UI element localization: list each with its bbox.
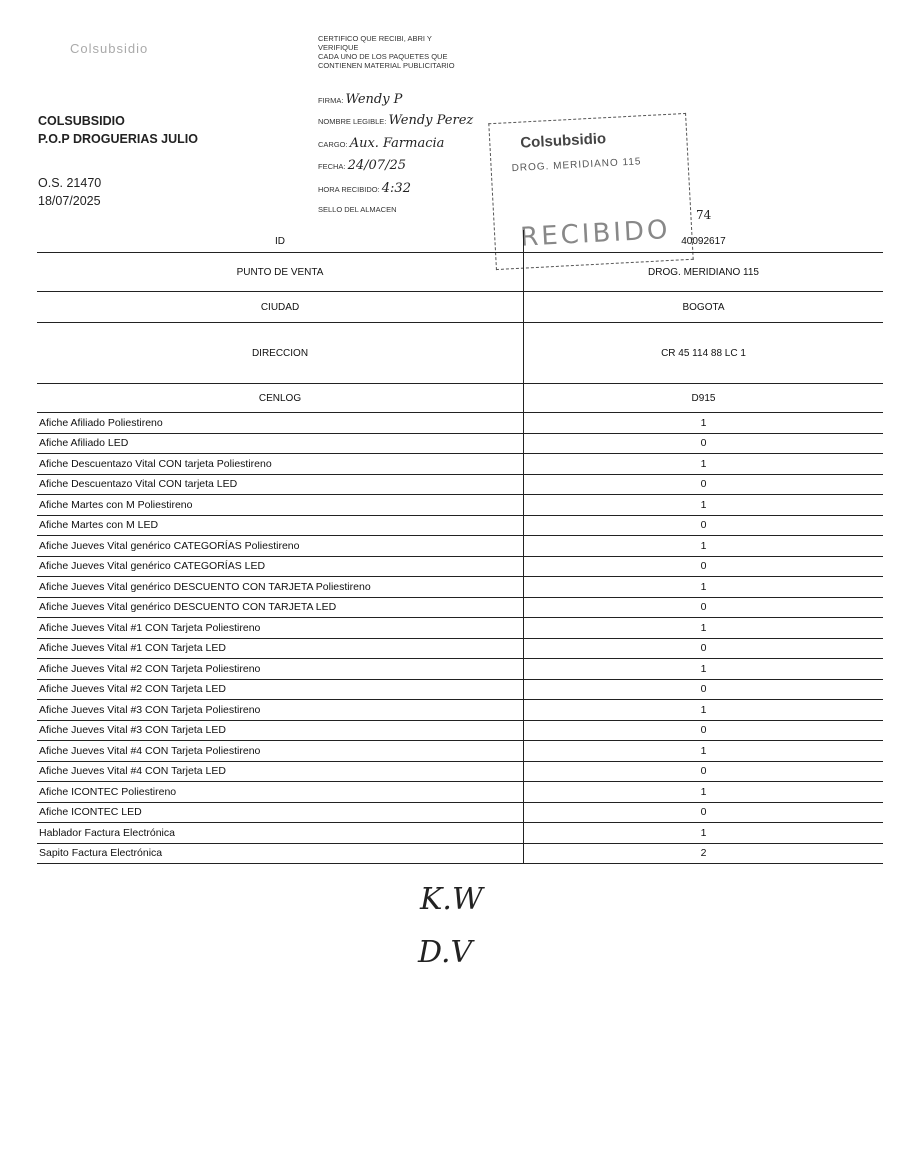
cargo-label: CARGO: — [318, 140, 348, 149]
info-label: CIUDAD — [37, 292, 524, 323]
table-row — [37, 577, 883, 598]
info-row — [37, 292, 883, 323]
item-quantity: 2 — [524, 843, 884, 864]
cargo-value: Aux. Farmacia — [349, 136, 445, 151]
fecha-field — [318, 158, 406, 173]
table-row — [37, 761, 883, 782]
item-quantity: 0 — [524, 638, 884, 659]
hora-field — [318, 181, 411, 196]
stamp-number: 74 — [696, 208, 712, 222]
table-row — [37, 433, 883, 454]
item-name: Afiche ICONTEC Poliestireno — [37, 782, 524, 803]
info-label: DIRECCION — [37, 323, 524, 384]
table-row — [37, 474, 883, 495]
item-quantity: 1 — [524, 495, 884, 516]
item-name: Afiche Martes con M Poliestireno — [37, 495, 524, 516]
table-row — [37, 659, 883, 680]
item-name: Afiche Afiliado Poliestireno — [37, 413, 524, 434]
table-row — [37, 802, 883, 823]
table-row — [37, 556, 883, 577]
stamp-store: DROG. MERIDIANO 115 — [511, 156, 642, 175]
item-name: Afiche Jueves Vital #1 CON Tarjeta LED — [37, 638, 524, 659]
firma-label: FIRMA: — [318, 96, 344, 105]
item-name: Afiche Descuentazo Vital CON tarjeta Poliestireno — [37, 454, 524, 475]
item-name: Afiche Jueves Vital genérico DESCUENTO CON TARJETA Poliestireno — [37, 577, 524, 598]
table-row — [37, 454, 883, 475]
note-line: CONTIENEN MATERIAL PUBLICITARIO — [318, 61, 455, 70]
sello-label: SELLO DEL ALMACEN — [318, 205, 397, 214]
item-name: Afiche Jueves Vital #4 CON Tarjeta Poliestireno — [37, 741, 524, 762]
nombre-value: Wendy Perez — [388, 113, 474, 128]
document-title: P.O.P DROGUERIAS JULIO — [38, 132, 198, 146]
item-quantity: 1 — [524, 700, 884, 721]
firma-field — [318, 92, 402, 107]
company-name: COLSUBSIDIO — [38, 114, 125, 128]
item-quantity: 1 — [524, 577, 884, 598]
item-name: Afiche Jueves Vital genérico CATEGORÍAS LED — [37, 556, 524, 577]
table-row — [37, 720, 883, 741]
note-line: VERIFIQUE — [318, 43, 359, 52]
info-row — [37, 384, 883, 413]
info-value: DROG. MERIDIANO 115 — [524, 253, 884, 292]
table-row — [37, 413, 883, 434]
item-quantity: 0 — [524, 597, 884, 618]
firma-value: Wendy P — [345, 92, 403, 107]
item-quantity: 0 — [524, 433, 884, 454]
info-row — [37, 230, 883, 253]
nombre-label: NOMBRE LEGIBLE: — [318, 117, 387, 126]
item-quantity: 0 — [524, 515, 884, 536]
item-name: Sapito Factura Electrónica — [37, 843, 524, 864]
stamp-status: RECIBIDO — [519, 214, 672, 253]
item-name: Afiche Jueves Vital #4 CON Tarjeta LED — [37, 761, 524, 782]
item-quantity: 0 — [524, 761, 884, 782]
info-row — [37, 253, 883, 292]
table-row — [37, 495, 883, 516]
item-quantity: 0 — [524, 720, 884, 741]
item-name: Afiche Jueves Vital #3 CON Tarjeta Poliestireno — [37, 700, 524, 721]
item-quantity: 0 — [524, 474, 884, 495]
certification-note — [318, 34, 455, 70]
table-row — [37, 843, 883, 864]
item-quantity: 0 — [524, 802, 884, 823]
item-name: Afiche Jueves Vital #2 CON Tarjeta LED — [37, 679, 524, 700]
item-quantity: 1 — [524, 659, 884, 680]
handwritten-note: K.W — [420, 882, 483, 917]
item-name: Hablador Factura Electrónica — [37, 823, 524, 844]
logo-text: Colsubsidio — [70, 41, 149, 56]
table-row — [37, 823, 883, 844]
info-label: ID — [37, 230, 524, 253]
item-name: Afiche Jueves Vital #3 CON Tarjeta LED — [37, 720, 524, 741]
logo — [70, 42, 148, 56]
cargo-field — [318, 136, 444, 151]
item-name: Afiche Descuentazo Vital CON tarjeta LED — [37, 474, 524, 495]
table-row — [37, 638, 883, 659]
item-name: Afiche Jueves Vital genérico DESCUENTO CON TARJETA LED — [37, 597, 524, 618]
info-row — [37, 323, 883, 384]
handwritten-note: D.V — [418, 935, 473, 970]
info-value: BOGOTA — [524, 292, 884, 323]
item-quantity: 0 — [524, 679, 884, 700]
note-line: CERTIFICO QUE RECIBI, ABRI Y — [318, 34, 432, 43]
fecha-value: 24/07/25 — [347, 158, 406, 173]
nombre-field — [318, 113, 473, 128]
info-label: PUNTO DE VENTA — [37, 253, 524, 292]
info-value: D915 — [524, 384, 884, 413]
items-table — [37, 230, 883, 864]
table-row — [37, 515, 883, 536]
fecha-label: FECHA: — [318, 162, 346, 171]
table-row — [37, 679, 883, 700]
table-row — [37, 741, 883, 762]
item-name: Afiche Jueves Vital #2 CON Tarjeta Poliestireno — [37, 659, 524, 680]
item-quantity: 1 — [524, 782, 884, 803]
item-quantity: 1 — [524, 536, 884, 557]
stamp-brand: Colsubsidio — [519, 130, 607, 152]
item-name: Afiche Jueves Vital genérico CATEGORÍAS Poliestireno — [37, 536, 524, 557]
item-name: Afiche Martes con M LED — [37, 515, 524, 536]
hora-label: HORA RECIBIDO: — [318, 185, 380, 194]
item-name: Afiche Afiliado LED — [37, 433, 524, 454]
item-quantity: 0 — [524, 556, 884, 577]
table-row — [37, 782, 883, 803]
item-quantity: 1 — [524, 413, 884, 434]
item-name: Afiche ICONTEC LED — [37, 802, 524, 823]
note-line: CADA UNO DE LOS PAQUETES QUE — [318, 52, 448, 61]
info-value: 40092617 — [524, 230, 884, 253]
item-name: Afiche Jueves Vital #1 CON Tarjeta Poliestireno — [37, 618, 524, 639]
item-quantity: 1 — [524, 454, 884, 475]
item-quantity: 1 — [524, 741, 884, 762]
item-quantity: 1 — [524, 823, 884, 844]
info-value: CR 45 114 88 LC 1 — [524, 323, 884, 384]
table-row — [37, 700, 883, 721]
item-quantity: 1 — [524, 618, 884, 639]
order-number: O.S. 21470 — [38, 176, 102, 190]
hora-value: 4:32 — [381, 181, 411, 196]
table-row — [37, 618, 883, 639]
table-row — [37, 597, 883, 618]
info-label: CENLOG — [37, 384, 524, 413]
document-date: 18/07/2025 — [38, 194, 101, 208]
table-row — [37, 536, 883, 557]
